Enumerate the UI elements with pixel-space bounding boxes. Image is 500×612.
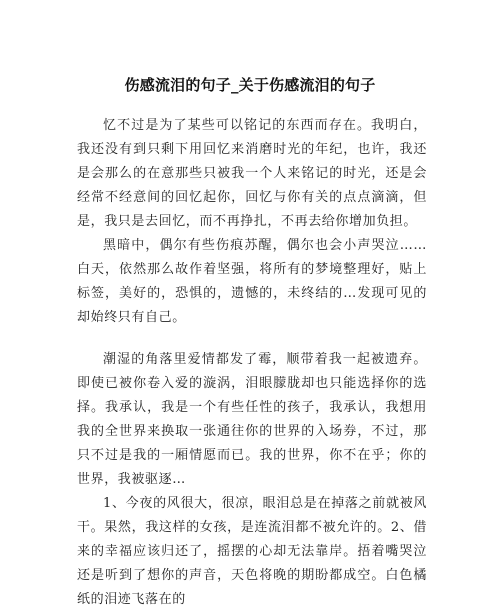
paragraph-4: 1、今夜的风很大，很凉，眼泪总是在掉落之前就被风干。果然，我这样的女孩，是连流泪都不被允许的。2、借来的幸福应该归还了，摇摆的心却无法靠岸。捂着嘴哭泣还是听到了想你的声音，天色将晚的期盼都成空。白色橘纸的泪迹飞落在的: [77, 496, 427, 607]
paragraph-2: 黑暗中，偶尔有些伤痕苏醒，偶尔也会小声哭泣……白天，依然那么故作着坚强，将所有的梦境整理好，贴上标签，美好的，恐惧的，遗憾的，未终结的…发现可见的却始终只有自己。: [77, 238, 427, 325]
page-title: 伤感流泪的句子_关于伤感流泪的句子: [124, 76, 376, 94]
article-body: [77, 114, 427, 612]
paragraph-1: 忆不过是为了某些可以铭记的东西而存在。我明白，我还没有到只剩下用回忆来消磨时光的年纪，也许，我还是会那么的在意那些只被我一个人来铭记的时光，还是会经常不经意间的回忆起你，回忆与你有关的点点滴滴，但是，我只是去回忆，而不再挣扎，不再去给你增加负担。: [77, 118, 427, 229]
paragraph-spacer: [77, 330, 427, 348]
paragraph-3: 潮湿的角落里爱情都发了霉，顺带着我一起被遗弃。即使已被你卷入爱的漩涡，泪眼朦胧却也只能选择你的选择。我承认，我是一个有些任性的孩子，我承认，我想用我的全世界来换取一张通往你的世界的入场券，不过，那只不过是我的一厢情愿而已。我的世界，你不在乎；你的世界，我被驱逐…: [77, 352, 427, 487]
